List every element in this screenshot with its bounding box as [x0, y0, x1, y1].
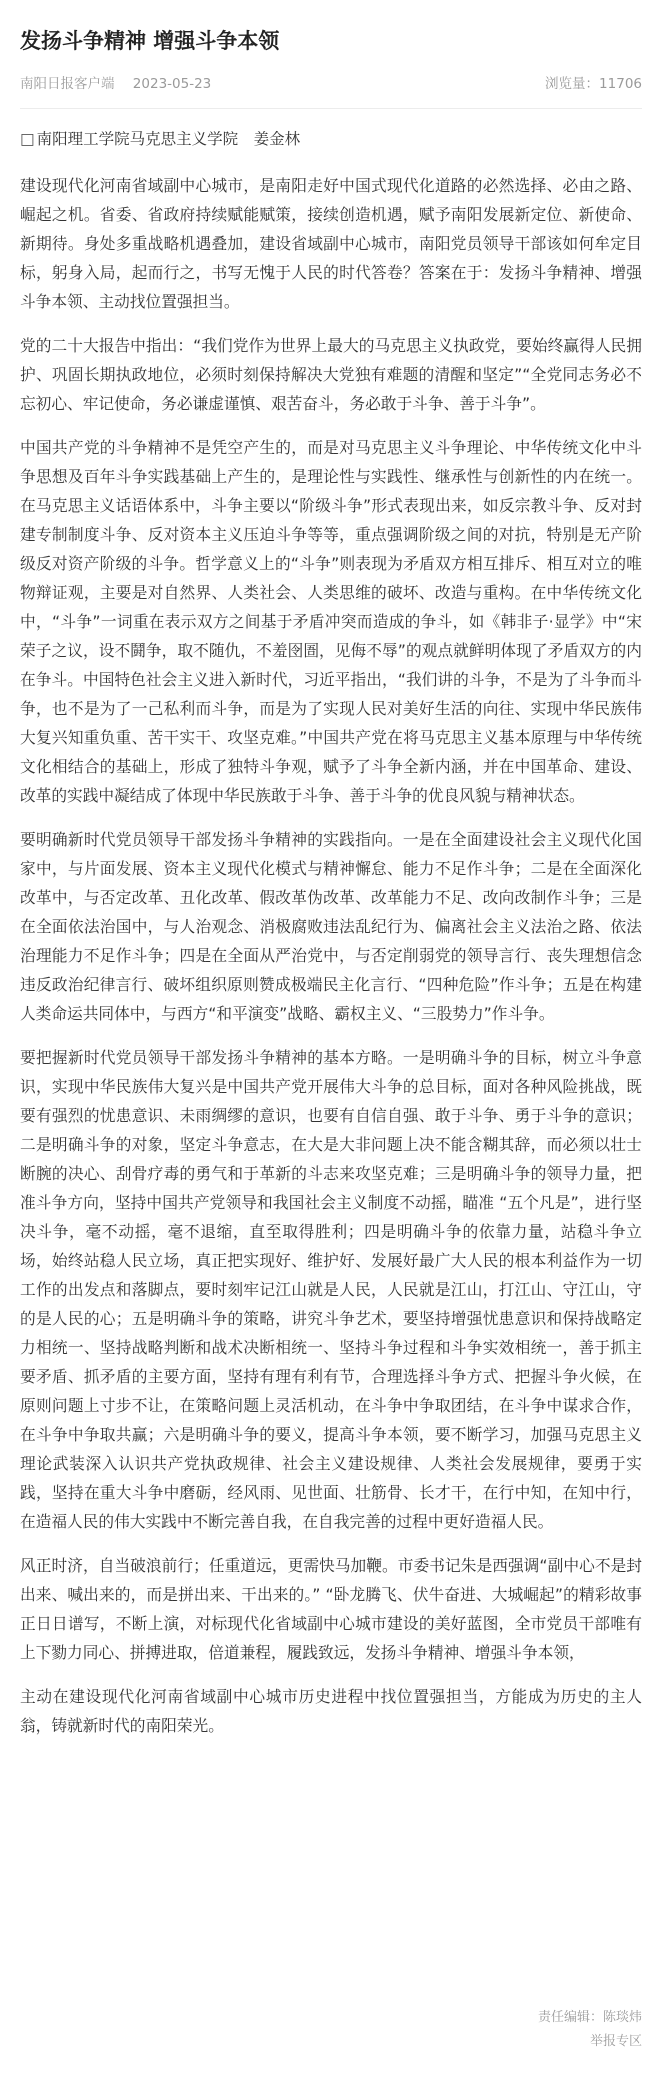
- publish-date: 2023-05-23: [132, 76, 212, 92]
- view-count-value: 11706: [599, 76, 642, 92]
- paragraph: 建设现代化河南省域副中心城市，是南阳走好中国式现代化道路的必然选择、必由之路、崛起之机。省委、省政府持续赋能赋策，接续创造机遇，赋予南阳发展新定位、新使命、新期待。身处多重战略机遇叠加，建设省域副中心城市，南阳党员领导干部该如何牟定目标，躬身入局，起而行之，书写无愧于人民的时代答卷？答案在于：发扬斗争精神、增强斗争本领、主动找位置强担当。: [20, 176, 642, 311]
- meta-left: [20, 74, 225, 94]
- paragraph: 风正时济，自当破浪前行；任重道远，更需快马加鞭。市委书记朱是西强调“副中心不是封出来、喊出来的，而是拼出来、干出来的。” “卧龙腾飞、伏牛奋进、大城崛起”的精彩故事正日日谱写，不断上演，对标现代化省域副中心城市建设的美好蓝图，全市党员干部唯有上下勠力同心、拼搏进取，倍道兼程，履践致远，发扬斗争精神、增强斗争本领，: [20, 1556, 642, 1662]
- article-title: 发扬斗争精神 增强斗争本领: [20, 29, 280, 53]
- paragraph: 要把握新时代党员领导干部发扬斗争精神的基本方略。一是明确斗争的目标，树立斗争意识，实现中华民族伟大复兴是中国共产党开展伟大斗争的总目标，面对各种风险挑战，既要有强烈的忧患意识、未雨绸缪的意识，也要有自信自强、敢于斗争、勇于斗争的意识；二是明确斗争的对象，坚定斗争意志，在大是大非问题上决不能含糊其辞，而必须以壮士断腕的决心、刮骨疗毒的勇气和于革新的斗志来攻坚克难；三是明确斗争的领导力量，把准斗争方向，坚持中国共产党领导和我国社会主义制度不动摇，瞄准 “五个凡是”，进行坚决斗争，毫不动摇，毫不退缩，直至取得胜利；四是明确斗争的依靠力量，站稳斗争立场，始终站稳人民立场，真正把实现好、维护好、发展好最广大人民的根本利益作为一切工作的出发点和落脚点，要时刻牢记江山就是人民，人民就是江山，打江山、守江山，守的是人民的心；五是明确斗争的策略，讲究斗争艺术，要坚持增强忧患意识和保持战略定力相统一、坚持战略判断和战术决断相统一、坚持斗争过程和斗争实效相统一，善于抓主要矛盾、抓矛盾的主要方面，坚持有理有利有节，合理选择斗争方式、把握斗争火候，在原则问题上寸步不让，在策略问题上灵活机动，在斗争中争取团结，在斗争中谋求合作，在斗争中争取共赢；六是明确斗争的要义，提高斗争本领，要不断学习，加强马克思主义理论武装深入认识共产党执政规律、社会主义建设规律、人类社会发展规律，要勇于实践，坚持在重大斗争中磨砺，经风雨、见世面、壮筋骨、长才干，在行中知，在知中行，在造福人民的伟大实践中不断完善自我，在自我完善的过程中更好造福人民。: [20, 1048, 642, 1531]
- author-line: [20, 127, 642, 151]
- paragraph: 党的二十大报告中指出：“我们党作为世界上最大的马克思主义执政党，要始终赢得人民拥护、巩固长期执政地位，必须时刻保持解决大党独有难题的清醒和坚定”“全党同志务必不忘初心、牢记使命，务必谦虚谨慎、艰苦奋斗，务必敢于斗争、善于斗争”。: [20, 336, 642, 413]
- editor-credit: 责任编辑：陈琰炜: [537, 2010, 642, 2025]
- paragraph: 中国共产党的斗争精神不是凭空产生的，而是对马克思主义斗争理论、中华传统文化中斗争思想及百年斗争实践基础上产生的，是理论性与实践性、继承性与创新性的内在统一。在马克思主义话语体系中，斗争主要以“阶级斗争”形式表现出来，如反宗教斗争、反对封建专制制度斗争、反对资本主义压迫斗争等等，重点强调阶级之间的对抗，特别是无产阶级反对资产阶级的斗争。哲学意义上的“斗争”则表现为矛盾双方相互排斥、相互对立的唯物辩证观，主要是对自然界、人类社会、人类思维的破坏、改造与重构。在中华传统文化中，“斗争”一词重在表示双方之间基于矛盾冲突而造成的争斗，如《韩非子·显学》中“宋荣子之议，设不鬪争，取不随仇，不羞囹圄，见侮不辱”的观点就鲜明体现了矛盾双方的内在争斗。中国特色社会主义进入新时代，习近平指出，“我们讲的斗争，不是为了斗争而斗争，也不是为了一己私利而斗争，而是为了实现人民对美好生活的向往、实现中华民族伟大复兴知重负重、苦干实干、攻坚克难。”中国共产党在将马克思主义基本原理与中华传统文化相结合的基础上，形成了独特斗争观，赋予了斗争全新内涵，并在中国革命、建设、改革的实践中凝结成了体现中华民族敢于斗争、善于斗争的优良风貌与精神状态。: [20, 438, 642, 805]
- meta-divider: [20, 108, 642, 109]
- author-mark: □: [20, 130, 35, 148]
- article-meta: [20, 74, 642, 94]
- paragraph: 要明确新时代党员领导干部发扬斗争精神的实践指向。一是在全面建设社会主义现代化国家中，与片面发展、资本主义现代化模式与精神懈怠、能力不足作斗争；二是在全面深化改革中，与否定改革、丑化改革、假改革伪改革、改革能力不足、改向改制作斗争；三是在全面依法治国中，与人治观念、消极腐败违法乱纪行为、偏离社会主义法治之路、依法治理能力不足作斗争；四是在全面从严治党中，与否定削弱党的领导言行、丧失理想信念违反政治纪律言行、破坏组织原则赞成极端民主化言行、“四种危险”作斗争；五是在构建人类命运共同体中，与西方“和平演变”战略、霸权主义、“三股势力”作斗争。: [20, 830, 642, 1023]
- author-name: 南阳理工学院马克思主义学院 姜金林: [36, 130, 301, 148]
- source-label: 南阳日报客户端: [20, 76, 115, 92]
- report-link[interactable]: 举报专区: [589, 2034, 642, 2049]
- paragraph: 主动在建设现代化河南省域副中心城市历史进程中找位置强担当，方能成为历史的主人翁，铸就新时代的南阳荣光。: [20, 1687, 642, 1735]
- article-footer: [538, 2006, 642, 2054]
- view-count-label: 浏览量：: [545, 76, 600, 92]
- view-count: [545, 74, 642, 94]
- article-body: [20, 171, 642, 1740]
